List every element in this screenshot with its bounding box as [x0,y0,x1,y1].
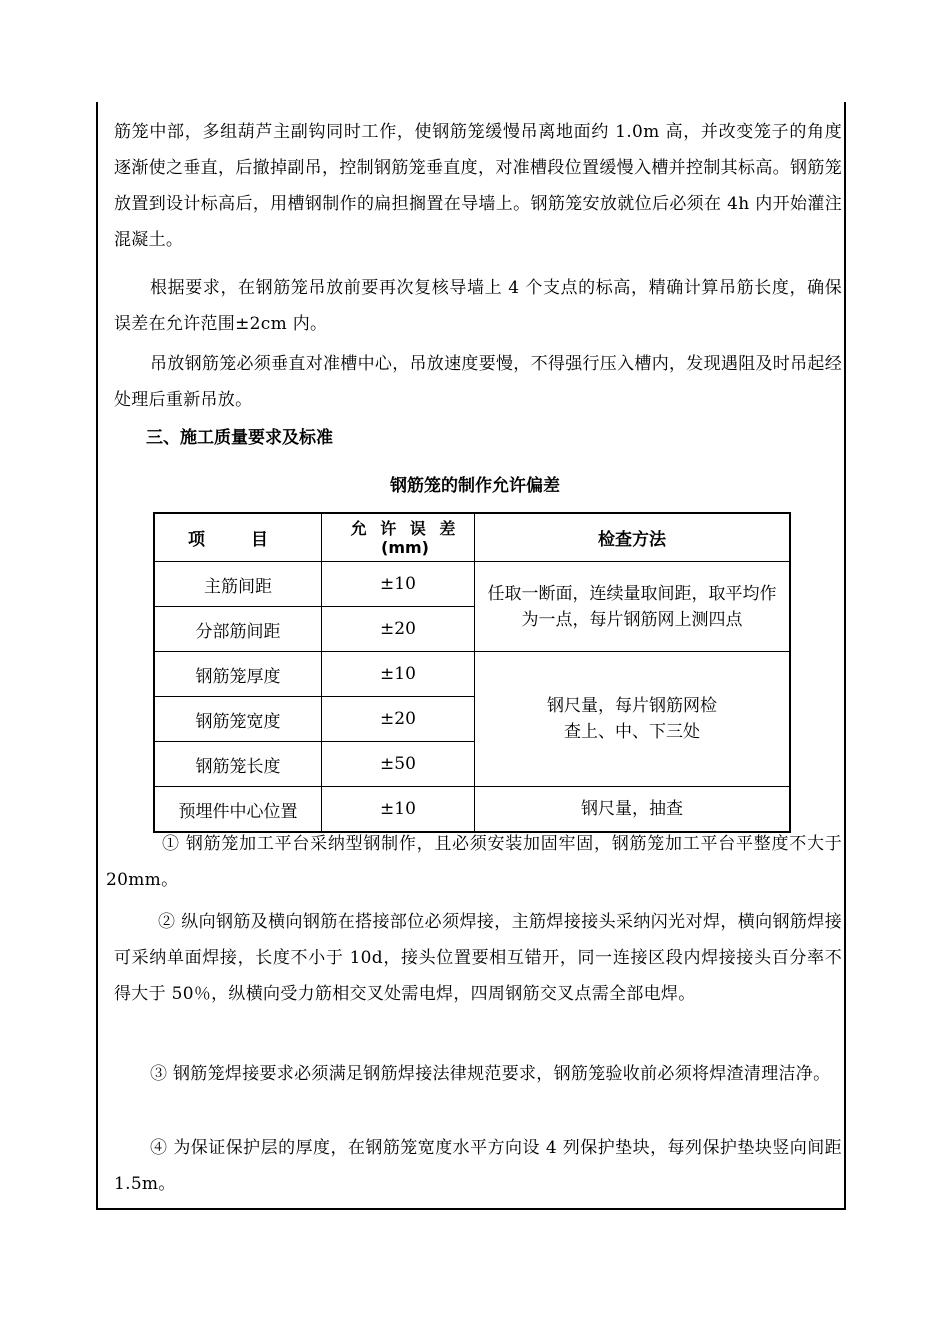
paragraph-check-elevation: 根据要求，在钢筋笼吊放前要再次复核导墙上 4 个支点的标高，精确计算吊筋长度，确保误差在允许范围±2cm 内。 [114,278,842,334]
header-method: 检查方法 [475,513,791,562]
table-row [154,652,790,697]
note-4: ④ 为保证保护层的厚度，在钢筋笼宽度水平方向设 4 列保护垫块，每列保护垫块竖向间距 1.5m。 [114,1138,842,1194]
note-3: ③ 钢筋笼焊接要求必须满足钢筋焊接法律规范要求，钢筋笼验收前必须将焊渣清理洁净。 [150,1064,831,1084]
row-tolerance: ±20 [322,607,475,652]
row-item: 主筋间距 [154,562,322,607]
paragraph-lifting-procedure: 筋笼中部，多组葫芦主副钩同时工作，使钢筋笼缓慢吊离地面约 1.0m 高，并改变笼子的角度逐渐使之垂直，后撤掉副吊，控制钢筋笼垂直度，对准槽段位置缓慢入槽并控制其标高。钢筋笼放置到设计标高后，用槽钢制作的扁担搁置在导墙上。钢筋笼安放就位后必须在 4h 内开始灌注混凝土。 [114,122,842,250]
header-tolerance-unit: (mm) [381,537,429,557]
note-1: ① 钢筋笼加工平台采纳型钢制作，且必须安装加固牢固，钢筋笼加工平台平整度不大于 20mm。 [106,834,842,890]
note-2: ② 纵向钢筋及横向钢筋在搭接部位必须焊接，主筋焊接接头采纳闪光对焊，横向钢筋焊接可采纳单面焊接，长度不小于 10d，接头位置要相互错开，同一连接区段内焊接接头百分率不得大于 50％，纵横向受力筋相交叉处需电焊，四周钢筋交叉点需全部电焊。 [114,912,842,1004]
row-tolerance: ±10 [322,787,475,833]
row-item: 预埋件中心位置 [154,787,322,833]
tolerance-table [153,512,791,833]
row-item: 分部筋间距 [154,607,322,652]
header-item: 项 目 [154,513,322,562]
paragraph-vertical-lowering: 吊放钢筋笼必须垂直对准槽中心，吊放速度要慢，不得强行压入槽内，发现遇阻及时吊起经处理后重新吊放。 [114,354,842,410]
header-tolerance [322,513,475,562]
row-tolerance: ±10 [322,562,475,607]
row-method-text: 钢尺量，每片钢筋网检查上、中、下三处 [547,696,717,742]
table-title: 钢筋笼的制作允许偏差 [390,476,560,496]
row-item: 钢筋笼宽度 [154,697,322,742]
row-method [475,652,791,787]
header-tolerance-label: 允 许 误 差 [350,518,460,538]
row-item: 钢筋笼厚度 [154,652,322,697]
section-heading: 三、施工质量要求及标准 [146,428,333,448]
row-method: 任取一断面，连续量取间距，取平均作为一点，每片钢筋网上测四点 [475,562,791,652]
table-header-row [154,513,790,562]
row-item: 钢筋笼长度 [154,742,322,787]
row-tolerance: ±10 [322,652,475,697]
row-tolerance: ±50 [322,742,475,787]
table-row [154,562,790,607]
row-method: 钢尺量，抽查 [475,787,791,833]
row-tolerance: ±20 [322,697,475,742]
